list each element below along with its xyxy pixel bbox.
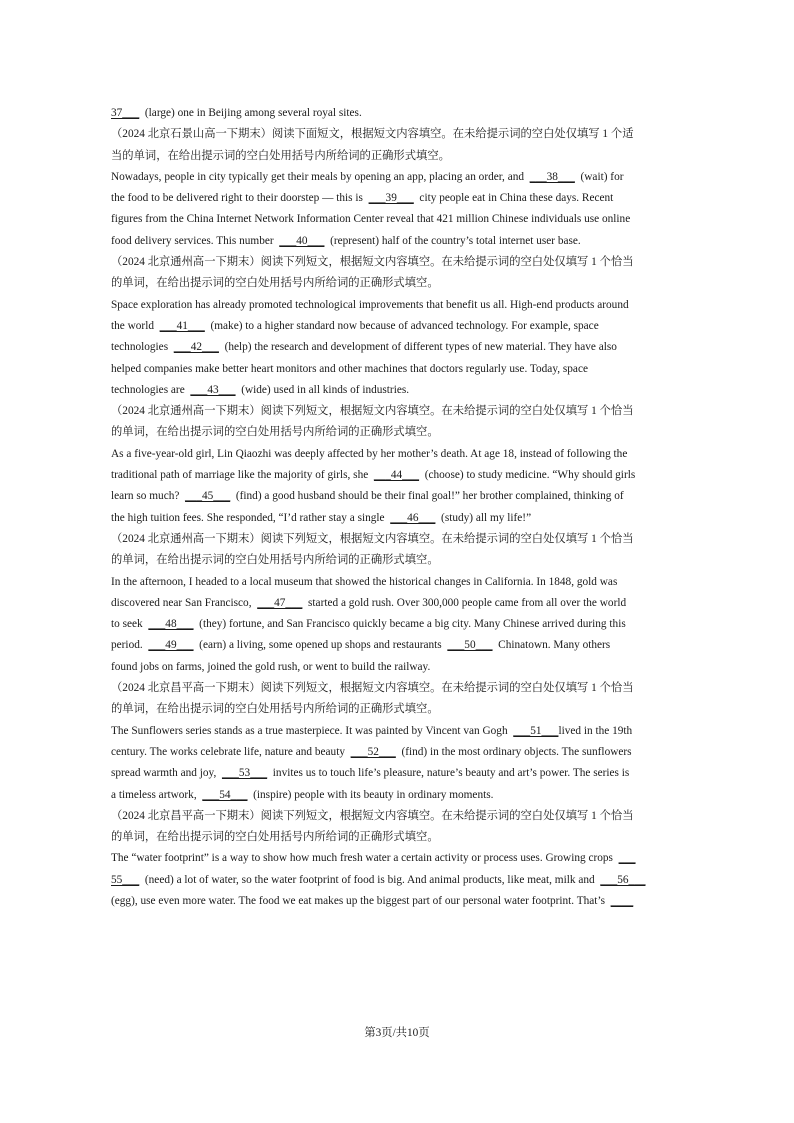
text-line <box>111 763 687 784</box>
line-text: As a five-year-old girl, Lin Qiaozhi was deeply affected by her mother’s death. At age 18, instead of following the <box>111 447 628 460</box>
text-line <box>111 572 687 593</box>
answer-blank: ___50___ <box>447 639 493 652</box>
text-line <box>111 209 687 230</box>
line-text: technologies are <box>111 383 191 396</box>
line-text: Nowadays, people in city typically get their meals by opening an app, placing an order, and <box>111 170 530 183</box>
line-text: food delivery services. This number <box>111 234 280 247</box>
line-text: （2024 北京昌平高一下期末）阅读下列短文，根据短文内容填空。在未给提示词的空白处仅填写 1 个恰当 <box>111 809 634 822</box>
line-text: (make) to a higher standard now because of advanced technology. For example, space <box>204 319 599 332</box>
text-line <box>111 593 687 614</box>
line-text: found jobs on farms, joined the gold rush, or went to build the railway. <box>111 660 431 673</box>
line-text: (inspire) people with its beauty in ordinary moments. <box>247 788 494 801</box>
line-text: 的单词，在给出提示词的空白处用括号内所给词的正确形式填空。 <box>111 426 439 439</box>
line-text: lived in the 19th <box>558 724 633 737</box>
text-line <box>111 891 687 912</box>
answer-blank: ___41___ <box>159 319 205 332</box>
line-text: 当的单词，在给出提示词的空白处用括号内所给词的正确形式填空。 <box>111 149 450 162</box>
text-line <box>111 103 687 124</box>
line-text: (find) in the most ordinary objects. The sunflowers <box>395 745 632 758</box>
text-line <box>111 806 687 827</box>
text-line <box>111 188 687 209</box>
text-line <box>111 124 687 145</box>
text-line <box>111 742 687 763</box>
line-text: （2024 北京通州高一下期末）阅读下列短文，根据短文内容填空。在未给提示词的空白处仅填写 1 个恰当 <box>111 532 634 545</box>
answer-blank: ___45___ <box>185 490 231 503</box>
text-line <box>111 657 687 678</box>
text-line <box>111 252 687 273</box>
text-line <box>111 422 687 443</box>
line-text: 的单词，在给出提示词的空白处用括号内所给词的正确形式填空。 <box>111 554 439 567</box>
line-text: (help) the research and development of different types of new material. They have also <box>218 341 617 354</box>
answer-blank: ___47___ <box>257 596 303 609</box>
text-line <box>111 146 687 167</box>
text-line <box>111 231 687 252</box>
line-text: spread warmth and joy, <box>111 767 222 780</box>
text-line <box>111 273 687 294</box>
line-text: (choose) to study medicine. “Why should girls <box>419 469 636 482</box>
line-text: invites us to touch life’s pleasure, nature’s beauty and art’s power. The series is <box>267 767 630 780</box>
text-line <box>111 678 687 699</box>
text-line <box>111 380 687 401</box>
answer-blank: ___46___ <box>390 511 436 524</box>
line-text: (egg), use even more water. The food we eat makes up the biggest part of our personal water footprint. That’s <box>111 894 611 907</box>
text-line <box>111 295 687 316</box>
text-line <box>111 486 687 507</box>
answer-blank: ___52___ <box>350 745 396 758</box>
answer-blank: ___53___ <box>221 767 268 780</box>
text-line <box>111 848 687 869</box>
text-line <box>111 870 687 891</box>
text-line <box>111 827 687 848</box>
line-text: helped companies make better heart monitors and other machines that doctors regularly use. Today, space <box>111 362 588 375</box>
answer-blank: ___39___ <box>368 192 414 205</box>
line-text: (wait) for <box>574 170 624 183</box>
line-text: 的单词，在给出提示词的空白处用括号内所给词的正确形式填空。 <box>111 703 439 716</box>
line-text: 的单词，在给出提示词的空白处用括号内所给词的正确形式填空。 <box>111 831 439 844</box>
line-text: figures from the China Internet Network Information Center reveal that 421 million Chinese individuals use online <box>111 213 631 226</box>
line-text: started a gold rush. Over 300,000 people came from all over the world <box>302 596 627 609</box>
answer-blank: ___ <box>618 852 636 865</box>
text-line <box>111 785 687 806</box>
answer-blank: 55___ <box>111 873 140 886</box>
answer-blank: 37___ <box>111 107 140 119</box>
text-line <box>111 699 687 720</box>
answer-blank: ___48___ <box>148 618 194 631</box>
line-text: Chinatown. Many others <box>492 639 611 652</box>
line-text: (wide) used in all kinds of industries. <box>235 383 410 396</box>
text-line <box>111 508 687 529</box>
line-text: discovered near San Francisco, <box>111 596 258 609</box>
answer-blank: ___56___ <box>600 873 646 886</box>
line-text: Space exploration has already promoted technological improvements that benefit us all. High-end products around <box>111 298 629 311</box>
line-text: （2024 北京石景山高一下期末）阅读下面短文，根据短文内容填空。在未给提示词的空白处仅填写 1 个适 <box>111 128 634 141</box>
text-line <box>111 635 687 656</box>
page-number: 第3页/共10页 <box>364 1027 430 1039</box>
line-text: century. The works celebrate life, nature and beauty <box>111 745 351 758</box>
text-line <box>111 529 687 550</box>
line-text: the high tuition fees. She responded, “I’d rather stay a single <box>111 511 391 524</box>
line-text: The Sunflowers series stands as a true masterpiece. It was painted by Vincent van Gogh <box>111 724 514 737</box>
line-text: In the afternoon, I headed to a local museum that showed the historical changes in California. In 1848, gold was <box>111 575 618 588</box>
text-line <box>111 465 687 486</box>
line-text: 的单词，在给出提示词的空白处用括号内所给词的正确形式填空。 <box>111 277 439 290</box>
text-line <box>111 444 687 465</box>
text-line <box>111 401 687 422</box>
answer-blank: ___42___ <box>173 341 219 354</box>
document-body <box>111 103 687 912</box>
line-text: technologies <box>111 341 174 354</box>
answer-blank: ___49___ <box>148 639 194 652</box>
line-text: learn so much? <box>111 490 186 503</box>
line-text: (represent) half of the country’s total internet user base. <box>324 234 581 247</box>
text-line <box>111 337 687 358</box>
answer-blank: ___44___ <box>373 469 420 482</box>
text-line <box>111 316 687 337</box>
line-text: (large) one in Beijing among several royal sites. <box>139 107 362 119</box>
line-text: the food to be delivered right to their doorstep — this is <box>111 192 369 205</box>
line-text: a timeless artwork, <box>111 788 203 801</box>
text-line <box>111 614 687 635</box>
line-text: (need) a lot of water, so the water footprint of food is big. And animal products, like meat, milk and <box>139 873 601 886</box>
line-text: period. <box>111 639 149 652</box>
line-text: (earn) a living, some opened up shops and restaurants <box>193 639 448 652</box>
line-text: （2024 北京通州高一下期末）阅读下列短文，根据短文内容填空。在未给提示词的空白处仅填写 1 个恰当 <box>111 256 634 269</box>
text-line <box>111 550 687 571</box>
text-line <box>111 359 687 380</box>
line-text: the world <box>111 319 160 332</box>
answer-blank: ___43___ <box>190 383 236 396</box>
line-text: （2024 北京通州高一下期末）阅读下列短文，根据短文内容填空。在未给提示词的空白处仅填写 1 个恰当 <box>111 405 634 418</box>
line-text: （2024 北京昌平高一下期末）阅读下列短文，根据短文内容填空。在未给提示词的空白处仅填写 1 个恰当 <box>111 682 634 695</box>
answer-blank: ___54___ <box>202 788 248 801</box>
line-text: traditional path of marriage like the majority of girls, she <box>111 469 374 482</box>
line-text: (study) all my life!” <box>435 511 532 524</box>
line-text: city people eat in China these days. Recent <box>413 192 614 205</box>
text-line <box>111 167 687 188</box>
answer-blank: ____ <box>610 894 634 907</box>
line-text: The “water footprint” is a way to show how much fresh water a certain activity or process uses. Growing crops <box>111 852 619 865</box>
text-line <box>111 721 687 742</box>
answer-blank: ___51___ <box>513 724 559 737</box>
answer-blank: ___38___ <box>529 170 575 183</box>
answer-blank: ___40___ <box>279 234 325 247</box>
line-text: (they) fortune, and San Francisco quickly became a big city. Many Chinese arrived during this <box>193 618 626 631</box>
line-text: (find) a good husband should be their final goal!” her brother complained, thinking of <box>230 490 624 503</box>
line-text: to seek <box>111 618 149 631</box>
